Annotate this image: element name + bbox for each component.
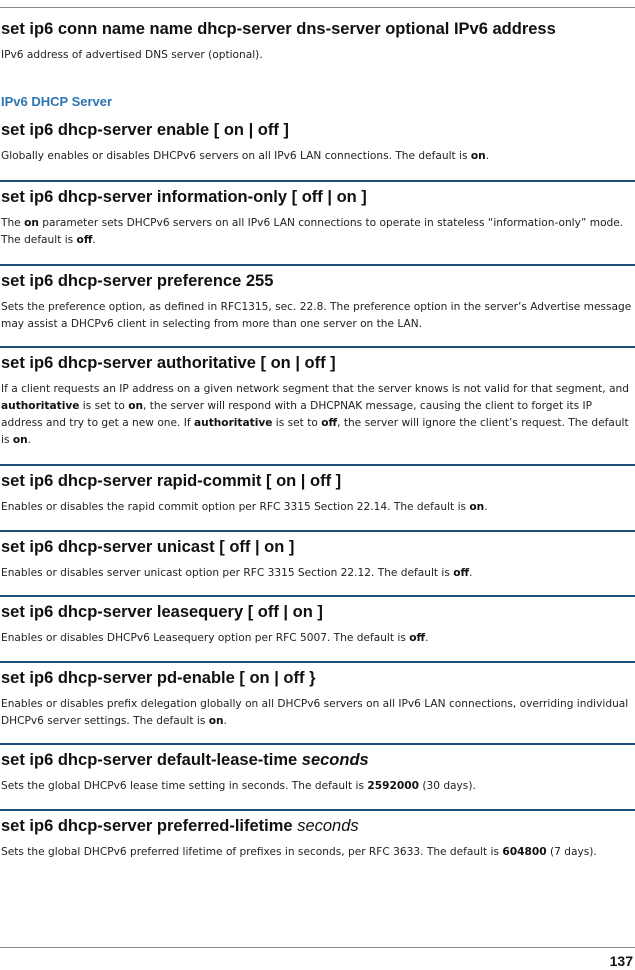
command-heading: set ip6 dhcp-server default-lease-time seconds (1, 751, 369, 769)
section-rule (0, 346, 635, 348)
command-description: IPv6 address of advertised DNS server (optional). (1, 49, 263, 61)
section-rule (0, 661, 635, 663)
command-heading: set ip6 dhcp-server preference 255 (1, 272, 274, 290)
top-rule (0, 7, 635, 8)
command-description: Enables or disables server unicast option per RFC 3315 Section 22.12. The default is off. (1, 567, 473, 579)
section-rule (0, 180, 635, 182)
command-heading: set ip6 dhcp-server authoritative [ on | off ] (1, 354, 336, 372)
section-rule (0, 595, 635, 597)
section-rule (0, 264, 635, 266)
page-number: 137 (609, 953, 633, 969)
command-description: Enables or disables DHCPv6 Leasequery option per RFC 5007. The default is off. (1, 632, 429, 644)
section-enable (0, 121, 635, 165)
command-description: The on parameter sets DHCPv6 servers on all IPv6 LAN connections to operate in stateless “information-only” mode. The default is off. (1, 217, 624, 246)
footer-rule (0, 947, 635, 948)
section-rule (0, 809, 635, 811)
section-rapid-commit (0, 464, 635, 516)
section-preference (0, 264, 635, 333)
section-authoritative (0, 346, 635, 449)
section-dns-server (0, 20, 635, 64)
command-heading: set ip6 dhcp-server preferred-lifetime seconds (1, 817, 359, 835)
section-preferred-lifetime (0, 809, 635, 861)
command-description: Sets the global DHCPv6 preferred lifetime of prefixes in seconds, per RFC 3633. The default is 604800 (7 days). (1, 846, 597, 858)
command-heading: set ip6 dhcp-server rapid-commit [ on | off ] (1, 472, 342, 490)
section-unicast (0, 530, 635, 582)
command-heading: set ip6 dhcp-server enable [ on | off ] (1, 121, 289, 139)
section-rule (0, 464, 635, 466)
section-pd-enable (0, 661, 635, 730)
section-information-only (0, 180, 635, 249)
command-description: Enables or disables the rapid commit option per RFC 3315 Section 22.14. The default is on. (1, 501, 488, 513)
command-heading: set ip6 dhcp-server unicast [ off | on ] (1, 538, 295, 556)
command-heading: set ip6 dhcp-server pd-enable [ on | off } (1, 669, 316, 687)
section-rule (0, 743, 635, 745)
command-heading: set ip6 dhcp-server information-only [ off | on ] (1, 188, 367, 206)
section-leasequery (0, 595, 635, 647)
command-description: Globally enables or disables DHCPv6 servers on all IPv6 LAN connections. The default is on. (1, 150, 490, 162)
command-description: Sets the preference option, as defined in RFC1315, sec. 22.8. The preference option in the server’s Advertise message may assist a DHCPv6 client in selecting from more than one server on the LAN. (1, 301, 632, 330)
command-heading: set ip6 conn name name dhcp-server dns-server optional IPv6 address (1, 20, 556, 38)
section-rule (0, 530, 635, 532)
command-description: Sets the global DHCPv6 lease time setting in seconds. The default is 2592000 (30 days). (1, 780, 476, 792)
command-heading: set ip6 dhcp-server leasequery [ off | on ] (1, 603, 323, 621)
section-default-lease-time (0, 743, 635, 795)
command-description: If a client requests an IP address on a given network segment that the server knows is not valid for that segment, and authoritative is set to on, the server will respond with a DHCPNAK message, causing the client to forget its IP address and try to get a new one. If authoritative is set to off, the server will ignore the client’s request. The default is on. (1, 383, 629, 446)
command-description: Enables or disables prefix delegation globally on all DHCPv6 servers on all IPv6 LAN connections, overriding individual DHCPv6 server settings. The default is on. (1, 698, 629, 727)
group-heading: IPv6 DHCP Server (1, 94, 113, 109)
